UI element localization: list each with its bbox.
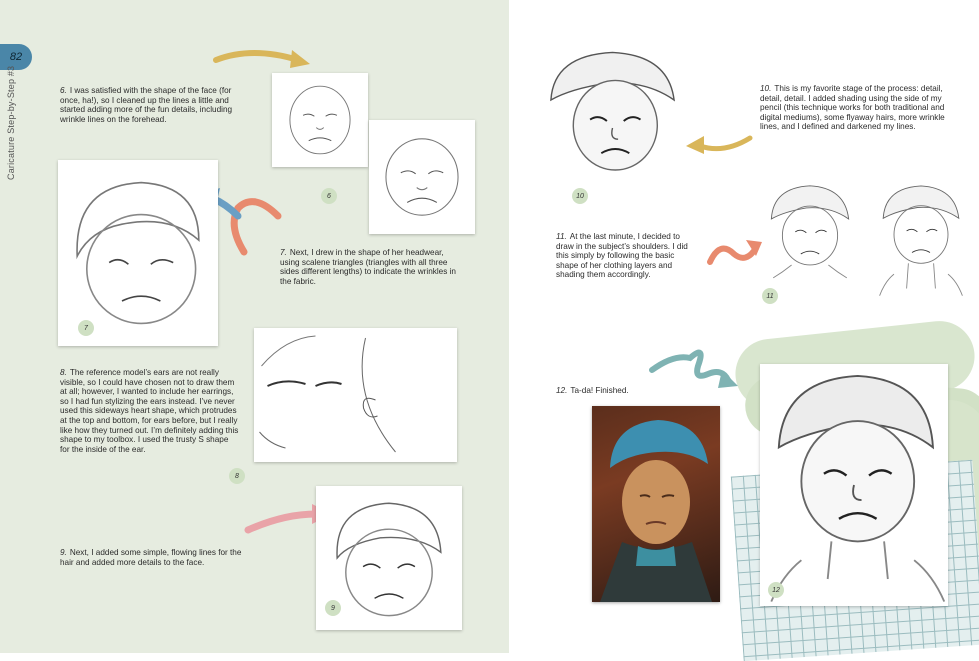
arrow-teal-icon	[648, 340, 740, 392]
page-number-tab	[0, 44, 32, 70]
badge-8: 8	[229, 468, 245, 484]
step-7-text: 7. Next, I drew in the shape of her headwear, using scalene triangles (triangles with all three sides different lengths) to indicate the wrinkles in the fabric.	[280, 248, 456, 286]
section-label: Caricature Step-by-Step #3	[6, 65, 16, 180]
step-8-text: 8. The reference model’s ears are not really visible, so I could have chosen not to draw them at all; however, I wanted to include her earrings, so I had fun stylizing the ears instead. I’ve never used this sideways heart shape, which protrudes at the top and bottom, for ears before, but I really like how they turned out. I’m definitely adding this shape to my toolbox. I used the trusty S shape for the inside of the ear.	[60, 368, 239, 454]
arrow-gold-icon	[212, 44, 316, 74]
badge-12: 12	[768, 582, 784, 598]
sketch-11a	[764, 180, 856, 280]
step-6-text: 6. I was satisfied with the shape of the face (for once, ha!), so I cleaned up the lines a little and started adding more of the fun details, including wrinkle lines on the forehead.	[60, 86, 233, 124]
sketch-6b	[369, 120, 475, 234]
step-10-text: 10. This is my favorite stage of the process: detail, detail, detail. I added shading using the side of my pencil (this technique works for both traditional and digital mediums), some flyaway hairs, more wrinkle lines, and I defined and darkened my lines.	[760, 84, 945, 132]
sketch-10	[540, 44, 685, 184]
sketch-7	[58, 160, 218, 346]
badge-11: 11	[762, 288, 778, 304]
page-number: 82	[9, 51, 23, 63]
sketch-8-ear-closeup	[254, 328, 457, 462]
final-drawing-12	[760, 364, 948, 606]
sketch-6a	[272, 73, 368, 167]
step-11-text: 11. At the last minute, I decided to draw in the subject’s shoulders. I did this simply by following the basic shape of her clothing layers and shading them accordingly.	[556, 232, 688, 280]
badge-9: 9	[325, 600, 341, 616]
arrow-coral-icon	[706, 234, 764, 268]
sketch-11b	[876, 180, 966, 298]
reference-photo	[592, 406, 720, 602]
arrow-gold-icon	[684, 132, 754, 156]
badge-6: 6	[321, 188, 337, 204]
badge-10: 10	[572, 188, 588, 204]
step-12-text: 12. Ta-da! Finished.	[556, 386, 629, 395]
step-9-text: 9. Next, I added some simple, flowing lines for the hair and added more details to the face.	[60, 548, 242, 567]
badge-7: 7	[78, 320, 94, 336]
